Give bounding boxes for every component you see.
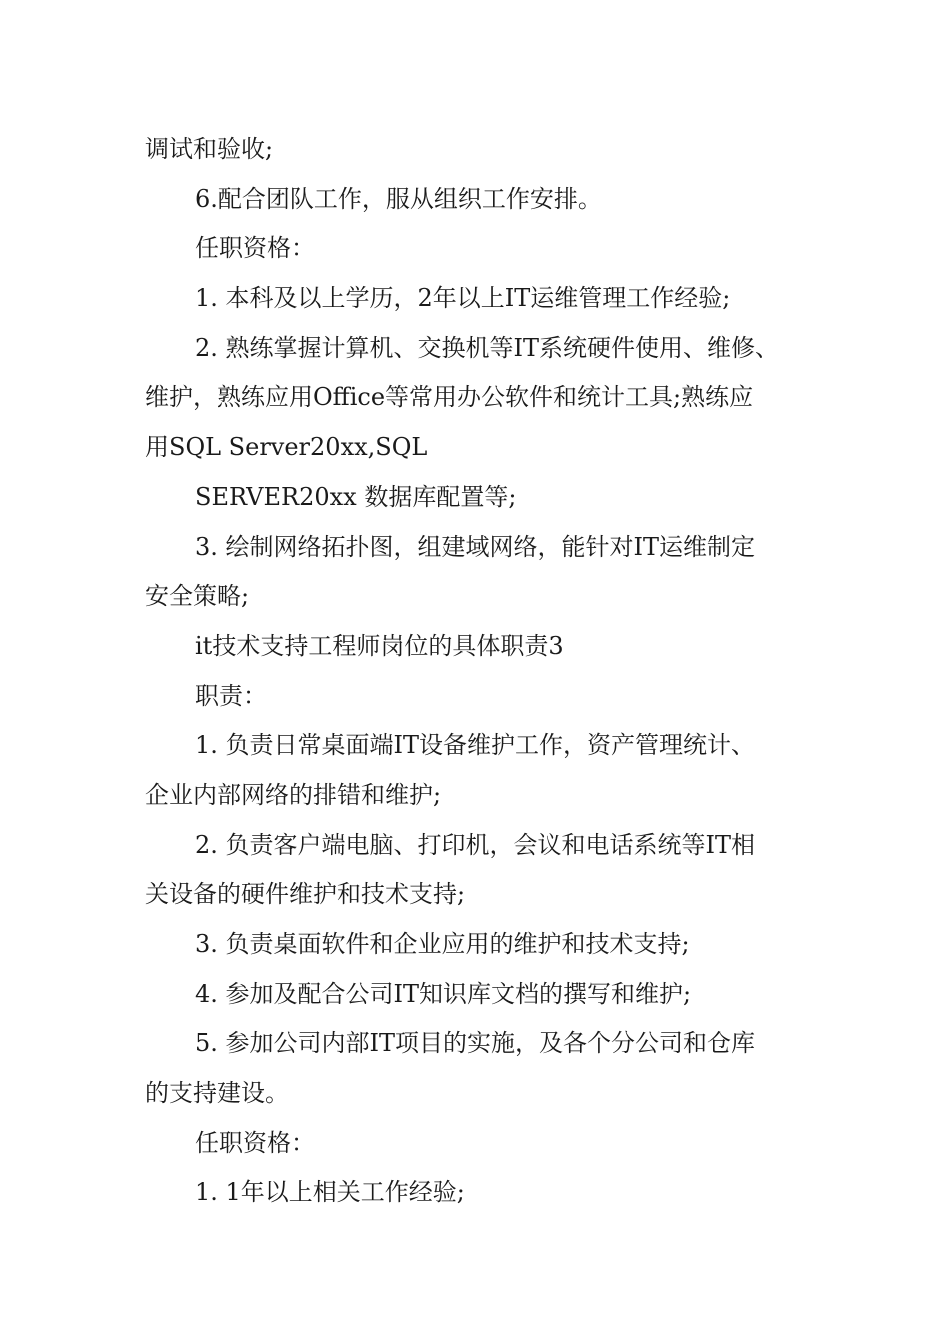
text-line: 5. 参加公司内部IT项目的实施，及各个分公司和仓库 bbox=[195, 1029, 756, 1058]
text-line: 安全策略; bbox=[145, 582, 250, 611]
text-line: 6.配合团队工作，服从组织工作安排。 bbox=[195, 184, 602, 213]
document-body bbox=[145, 125, 815, 1218]
text-line: 4. 参加及配合公司IT知识库文档的撰写和维护; bbox=[195, 979, 692, 1008]
section-heading: 任职资格： bbox=[195, 1128, 315, 1157]
text-line: 2. 负责客户端电脑、打印机，会议和电话系统等IT相 bbox=[195, 830, 756, 859]
text-line: 调试和验收; bbox=[145, 135, 274, 163]
text-line: 1. 本科及以上学历，2年以上IT运维管理工作经验; bbox=[195, 284, 731, 313]
text-line: 企业内部网络的排错和维护; bbox=[145, 780, 442, 809]
text-line: 用SQL Server20xx,SQL bbox=[145, 433, 428, 462]
text-line: 的支持建设。 bbox=[145, 1079, 289, 1108]
text-line: 1. 负责日常桌面端IT设备维护工作，资产管理统计、 bbox=[195, 731, 756, 760]
text-line: 3. 负责桌面软件和企业应用的维护和技术支持; bbox=[195, 930, 690, 958]
text-line: 关设备的硬件维护和技术支持; bbox=[145, 880, 466, 909]
section-heading: 职责： bbox=[195, 681, 267, 710]
text-line: 2. 熟练掌握计算机、交换机等IT系统硬件使用、维修、 bbox=[195, 333, 780, 362]
section-heading: 任职资格： bbox=[195, 234, 315, 263]
text-line: SERVER20xx 数据库配置等; bbox=[195, 482, 517, 511]
text-line: 3. 绘制网络拓扑图，组建域网络，能针对IT运维制定 bbox=[195, 532, 756, 561]
section-title: it技术支持工程师岗位的具体职责3 bbox=[195, 631, 564, 660]
text-line: 维护，熟练应用Office等常用办公软件和统计工具;熟练应 bbox=[145, 383, 754, 412]
text-line: 1. 1年以上相关工作经验; bbox=[195, 1178, 465, 1207]
